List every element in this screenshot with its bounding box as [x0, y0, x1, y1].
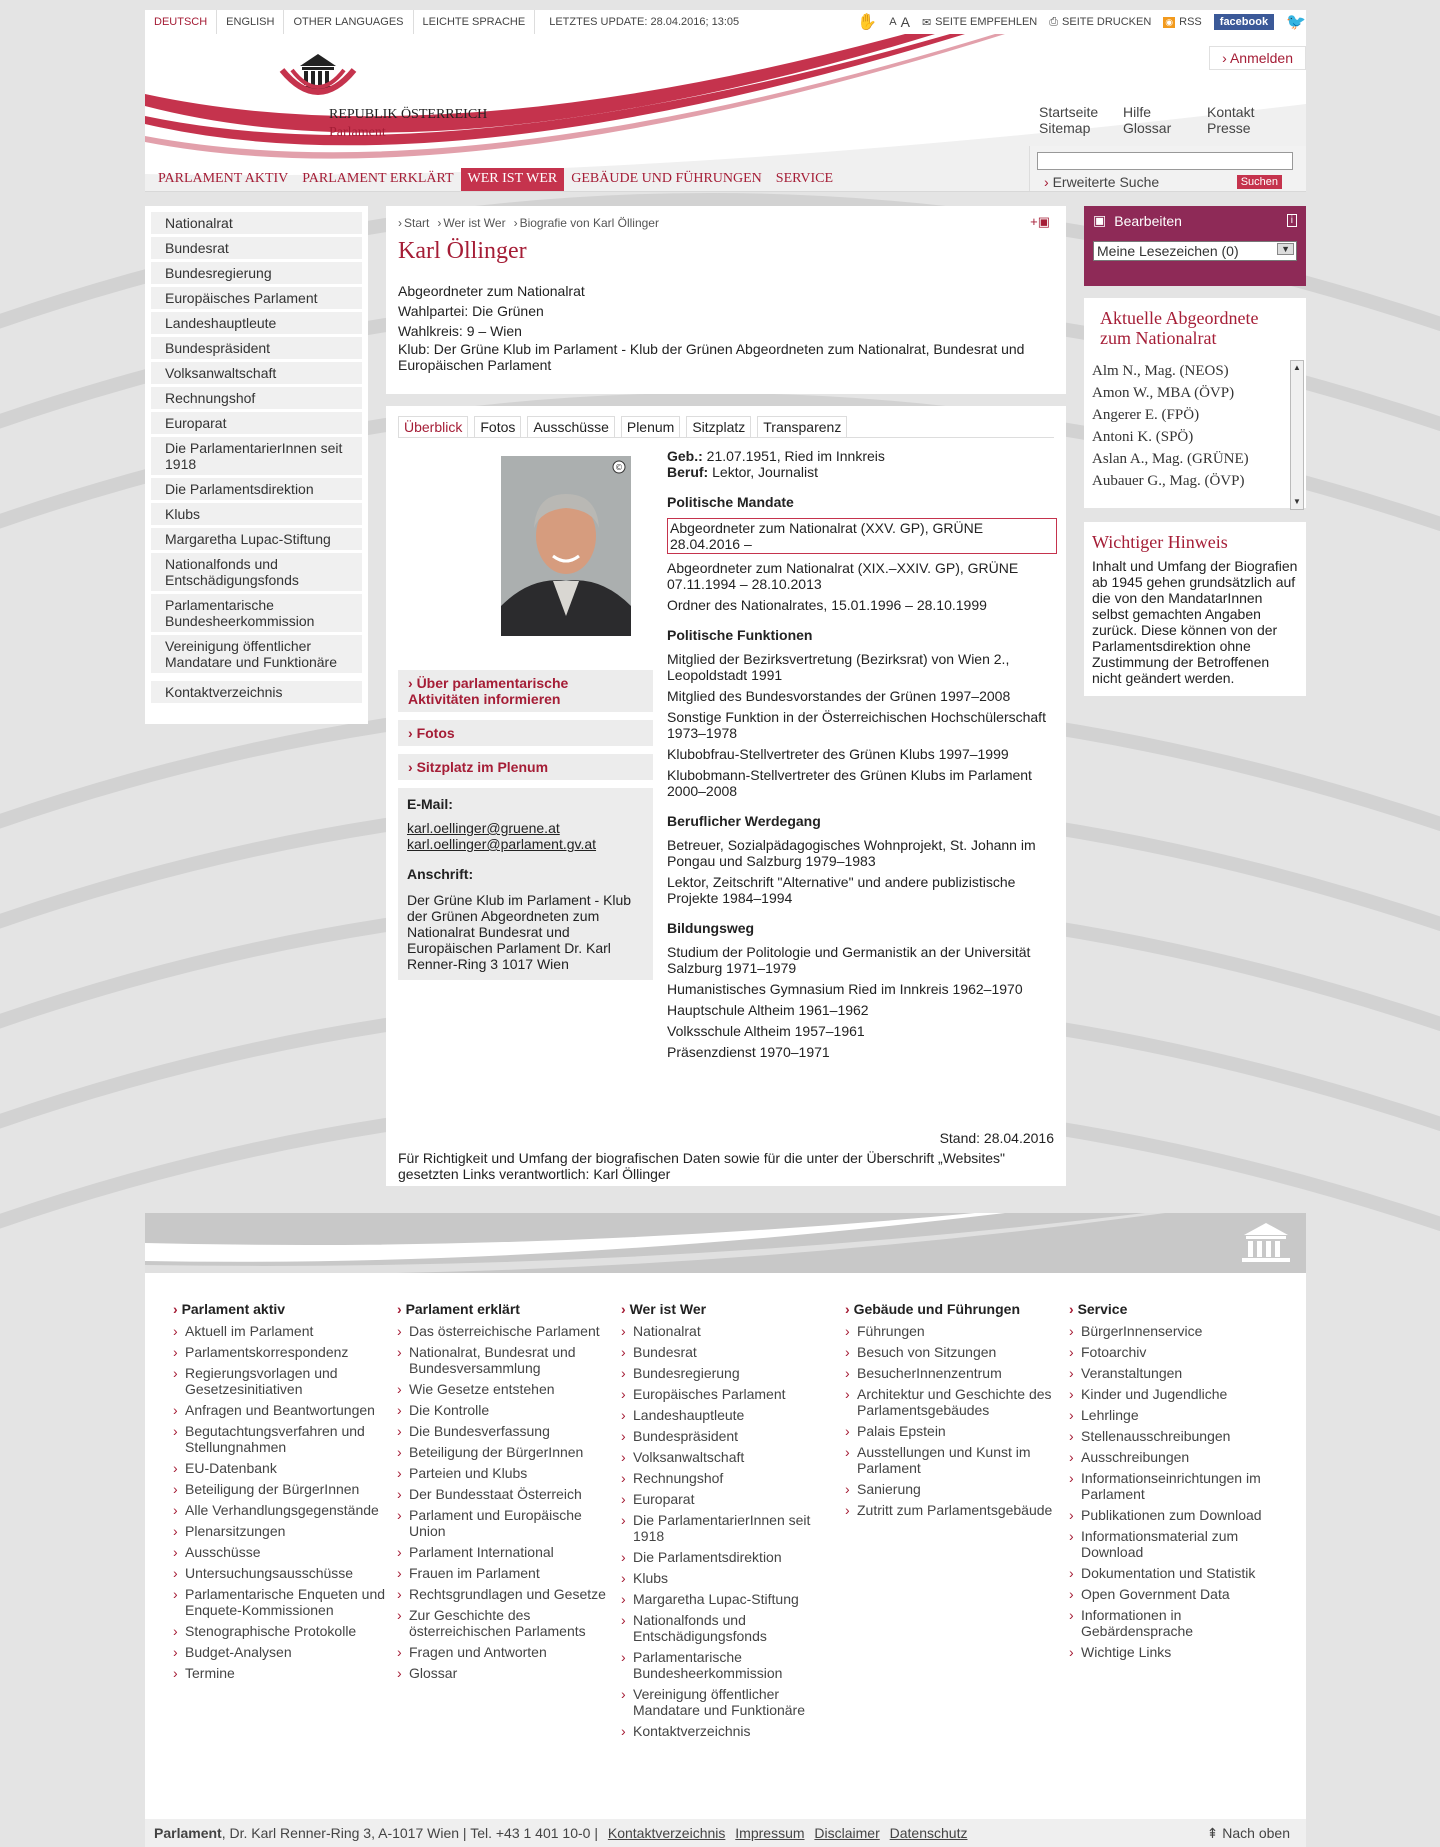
disclaimer-text: Für Richtigkeit und Umfang der biografischen Daten sowie für die unter der Überschrift „Websites" gesetzten Links verantwortlich: Karl Öllinger: [398, 1150, 1005, 1182]
footer-link[interactable]: › Europarat: [621, 1491, 845, 1507]
activities-link[interactable]: › Über parlamentarische Aktivitäten informieren: [398, 670, 653, 712]
link-sitemap[interactable]: Sitemap: [1039, 120, 1091, 136]
footer-link[interactable]: › Wichtige Links: [1069, 1644, 1293, 1660]
sidebar: [145, 206, 368, 724]
sidebar-item-europarat[interactable]: Europarat: [151, 412, 362, 434]
footer-link[interactable]: › Europäisches Parlament: [621, 1386, 845, 1402]
footer-link[interactable]: › Informationseinrichtungen im Parlament: [1069, 1470, 1293, 1502]
footer-link[interactable]: › Rechtsgrundlagen und Gesetze: [397, 1586, 621, 1602]
right-column: [1084, 206, 1306, 696]
chevron-down-icon: ▼: [1277, 243, 1294, 255]
portrait-photo: [501, 456, 631, 636]
deputy-item[interactable]: Aubauer G., Mag. (ÖVP): [1092, 473, 1245, 489]
service-links: [1039, 104, 1291, 136]
tab-sitzplatz[interactable]: Sitzplatz: [686, 416, 751, 437]
address-text: Der Grüne Klub im Parlament - Klub der Grünen Abgeordneten zum Nationalrat Bundesrat und Europäischen Parlament Dr. Karl Renner-Ring 3 1017 Wien: [407, 892, 632, 972]
footer-link-disclaimer[interactable]: Disclaimer: [814, 1825, 880, 1841]
nav-gebaeude-fuehrungen[interactable]: GEBÄUDE UND FÜHRUNGEN: [571, 171, 762, 186]
bookmarks-select[interactable]: Meine Lesezeichen (0) ▼: [1093, 241, 1297, 261]
sidebar-item-rechnungshof[interactable]: Rechnungshof: [151, 387, 362, 409]
sidebar-item-nationalrat[interactable]: Nationalrat: [151, 212, 362, 234]
search-button[interactable]: Suchen: [1237, 175, 1282, 189]
parliament-logo-icon: [278, 42, 358, 102]
tab-ausschuesse[interactable]: Ausschüsse: [527, 416, 614, 437]
footer-link[interactable]: › Die Kontrolle: [397, 1402, 621, 1418]
footer-link[interactable]: › Kinder und Jugendliche: [1069, 1386, 1293, 1402]
footer-col-parlament-erklaert: › Parlament erklärt › Das österreichische Parlament › Nationalrat, Bundesrat und Bundesversammlung › Wie Gesetze entstehen › Die Kontrolle › Die Bundesverfassung › Beteiligung der BürgerInnen › Parteien und Klubs › Der Bundesstaat Österreich › Parlament und Europäische Union › Parlament International › Frauen im Parlament › Rechtsgrundlagen und Gesetze › Zur Geschichte des österreichischen Parlaments › Fragen und Antworten › Glossar: [397, 1301, 621, 1744]
notice-panel: [1084, 522, 1306, 696]
footer-link[interactable]: › Zutritt zum Parlamentsgebäude: [845, 1502, 1069, 1518]
heading-werdegang: Beruflicher Werdegang: [667, 813, 821, 829]
arrow-up-icon: ⇞: [1206, 1825, 1223, 1841]
current-deputies-panel: [1084, 298, 1306, 508]
breadcrumb: [398, 216, 1054, 230]
footer-link[interactable]: › Begutachtungsverfahren und Stellungnahmen: [173, 1423, 397, 1455]
page-title: Karl Öllinger: [398, 238, 527, 264]
notice-title: Wichtiger Hinweis: [1092, 532, 1228, 552]
footer-link[interactable]: › BürgerInnenservice: [1069, 1323, 1293, 1339]
print-page-link[interactable]: ⎙ SEITE DRUCKEN: [1049, 15, 1152, 28]
footer-link[interactable]: › Nationalrat: [621, 1323, 845, 1339]
footer-link[interactable]: › Die ParlamentarierInnen seit 1918: [621, 1512, 845, 1544]
last-update: LETZTES UPDATE: 28.04.2016; 13:05: [549, 16, 740, 28]
footer-link[interactable]: › Zur Geschichte des österreichischen Parlaments: [397, 1607, 621, 1639]
deputies-list: [1092, 360, 1301, 506]
sidebar-item-europaeisches-parlament[interactable]: Europäisches Parlament: [151, 287, 362, 309]
footer-link[interactable]: › Palais Epstein: [845, 1423, 1069, 1439]
email-link-gruene[interactable]: karl.oellinger@gruene.at: [407, 820, 560, 836]
footer-link[interactable]: › Architektur und Geschichte des Parlamentsgebäudes: [845, 1386, 1069, 1418]
sign-language-icon[interactable]: ✋: [857, 14, 878, 31]
footer-link[interactable]: › BesucherInnenzentrum: [845, 1365, 1069, 1381]
profile-tabs: [398, 416, 1054, 438]
tab-ueberblick[interactable]: Überblick: [398, 416, 468, 437]
sidebar-item-lupac-stiftung[interactable]: Margaretha Lupac-Stiftung: [151, 528, 362, 550]
footer-link[interactable]: › Beteiligung der BürgerInnen: [397, 1444, 621, 1460]
footer-link[interactable]: › Veranstaltungen: [1069, 1365, 1293, 1381]
sidebar-item-vereinigung[interactable]: Vereinigung öffentlicher Mandatare und Funktionäre: [151, 635, 362, 673]
footer-link[interactable]: › Vereinigung öffentlicher Mandatare und Funktionäre: [621, 1686, 845, 1718]
seat-link[interactable]: › Sitzplatz im Plenum: [398, 754, 653, 780]
sidebar-item-parlamentarier-seit-1918[interactable]: Die ParlamentarierInnen seit 1918: [151, 437, 362, 475]
footer-col-wer-ist-wer: › Wer ist Wer › Nationalrat › Bundesrat › Bundesregierung › Europäisches Parlament › Landeshauptleute › Bundespräsident › Volksanwaltschaft › Rechnungshof › Europarat › Die ParlamentarierInnen seit 1918 › Die Parlamentsdirektion › Klubs › Margaretha Lupac-Stiftung › Nationalfonds und Entschädigungsfonds › Parlamentarische Bundesheerkommission › Vereinigung öffentlicher Mandatare und Funktionäre › Kontaktverzeichnis: [621, 1301, 845, 1744]
footer-link[interactable]: › Der Bundesstaat Österreich: [397, 1486, 621, 1502]
footer-link[interactable]: › Alle Verhandlungsgegenstände: [173, 1502, 397, 1518]
footer-parliament-icon: [1236, 1221, 1296, 1267]
heading-bildung: Bildungsweg: [667, 920, 755, 936]
sidebar-item-bundesheerkommission[interactable]: Parlamentarische Bundesheerkommission: [151, 594, 362, 632]
footer-link[interactable]: › Plenarsitzungen: [173, 1523, 397, 1539]
footer-bar: Parlament, Dr. Karl Renner-Ring 3, A-1017 Wien | Tel. +43 1 401 10-0 | Kontaktverzeichnis Impressum Disclaimer Datenschutz ⇞ Nach oben: [145, 1819, 1306, 1847]
footer-link[interactable]: › Aktuell im Parlament: [173, 1323, 397, 1339]
footer-link[interactable]: › Regierungsvorlagen und Gesetzesinitiativen: [173, 1365, 397, 1397]
search-input[interactable]: [1037, 152, 1293, 170]
footer-link[interactable]: › Fragen und Antworten: [397, 1644, 621, 1660]
footer-link[interactable]: › Dokumentation und Statistik: [1069, 1565, 1293, 1581]
link-hilfe[interactable]: Hilfe: [1123, 104, 1152, 120]
tab-fotos[interactable]: Fotos: [474, 416, 521, 437]
facebook-link[interactable]: facebook: [1214, 14, 1274, 30]
contact-box: E-Mail: karl.oellinger@gruene.at karl.oellinger@parlament.gv.at Anschrift: Der Grüne Klub im Parlament - Klub der Grünen Abgeordneten zum Nationalrat Bundesrat und Europäischen Parlament Dr. Karl Renner-Ring 3 1017 Wien: [398, 788, 653, 980]
bookmark-icon: ▣: [1093, 212, 1107, 228]
back-to-top-link[interactable]: ⇞ Nach oben: [1206, 1825, 1290, 1841]
deputy-item[interactable]: Alm N., Mag. (NEOS): [1092, 363, 1229, 379]
tab-plenum[interactable]: Plenum: [621, 416, 680, 437]
footer-link[interactable]: › Glossar: [397, 1665, 621, 1681]
sidebar-item-landeshauptleute[interactable]: Landeshauptleute: [151, 312, 362, 334]
footer-link[interactable]: › Ausstellungen und Kunst im Parlament: [845, 1444, 1069, 1476]
photos-link[interactable]: › Fotos: [398, 720, 653, 746]
main-nav: [151, 168, 840, 192]
printer-icon: ⎙: [1049, 15, 1059, 28]
breadcrumb-wer-ist-wer[interactable]: › Wer ist Wer: [437, 216, 505, 230]
scroll-down-icon[interactable]: ▼: [1293, 497, 1301, 506]
footer-link[interactable]: › EU-Datenbank: [173, 1460, 397, 1476]
email-link-parlament[interactable]: karl.oellinger@parlament.gv.at: [407, 836, 597, 852]
footer-link[interactable]: › Führungen: [845, 1323, 1069, 1339]
sidebar-item-kontaktverzeichnis[interactable]: Kontaktverzeichnis: [151, 681, 362, 703]
top-bar: [145, 10, 1306, 34]
footer-link[interactable]: › Parlamentarische Bundesheerkommission: [621, 1649, 845, 1681]
sidebar-item-nationalfonds[interactable]: Nationalfonds und Entschädigungsfonds: [151, 553, 362, 591]
info-icon[interactable]: i: [1287, 214, 1297, 227]
deputy-item[interactable]: Amon W., MBA (ÖVP): [1092, 385, 1235, 401]
footer-link[interactable]: › Frauen im Parlament: [397, 1565, 621, 1581]
sidebar-item-parlamentsdirektion[interactable]: Die Parlamentsdirektion: [151, 478, 362, 500]
footer-link[interactable]: › Parlament International: [397, 1544, 621, 1560]
search-box: [1029, 146, 1306, 192]
sidebar-item-klubs[interactable]: Klubs: [151, 503, 362, 525]
twitter-icon[interactable]: 🐦: [1286, 14, 1306, 31]
deputy-item[interactable]: Aslan A., Mag. (GRÜNE): [1092, 451, 1249, 467]
footer-link[interactable]: › Volksanwaltschaft: [621, 1449, 845, 1465]
profile-header: [386, 206, 1066, 394]
link-startseite[interactable]: Startseite: [1039, 104, 1099, 120]
footer-link[interactable]: › Das österreichische Parlament: [397, 1323, 621, 1339]
footer-link[interactable]: › Informationsmaterial zum Download: [1069, 1528, 1293, 1560]
deputy-item[interactable]: Angerer E. (FPÖ): [1092, 407, 1200, 423]
footer-link[interactable]: › Ausschreibungen: [1069, 1449, 1293, 1465]
font-size-small-button[interactable]: A: [889, 16, 897, 28]
font-size-large-button[interactable]: A: [900, 14, 910, 30]
left-column: [398, 456, 653, 980]
footer-link[interactable]: › Parlament und Europäische Union: [397, 1507, 621, 1539]
breadcrumb-current: › Biografie von Karl Öllinger: [514, 216, 659, 230]
nav-parlament-aktiv[interactable]: PARLAMENT AKTIV: [158, 171, 289, 186]
notice-text: Inhalt und Umfang der Biografien ab 1945 gehen grundsätzlich auf die von den MandatarInnen selbst gemachten Angaben zurück. Diese können von der Parlamentsdirektion ohne Zustimmung der Betroffenen nicht geändert werden.: [1092, 558, 1298, 686]
footer-link[interactable]: › Termine: [173, 1665, 397, 1681]
lang-english[interactable]: ENGLISH: [217, 10, 284, 34]
footer-link[interactable]: › Anfragen und Beantwortungen: [173, 1402, 397, 1418]
link-kontakt[interactable]: Kontakt: [1207, 104, 1255, 120]
nav-wer-ist-wer[interactable]: WER IST WER: [461, 168, 565, 192]
lang-leichte-sprache[interactable]: LEICHTE SPRACHE: [414, 10, 536, 34]
breadcrumb-start[interactable]: › Start: [398, 216, 429, 230]
intro-info: Abgeordneter zum Nationalrat Wahlpartei: Die Grünen Wahlkreis: 9 – Wien Klub: Der Grüne Klub im Parlament - Klub der Grünen Abgeordneten zum Nationalrat, Bundesrat und Europäischen Parlament: [398, 283, 1025, 373]
heading-funktionen: Politische Funktionen: [667, 627, 813, 643]
sidebar-item-bundesrat[interactable]: Bundesrat: [151, 237, 362, 259]
deputies-scrollbar[interactable]: [1290, 360, 1304, 510]
footer-link[interactable]: › Sanierung: [845, 1481, 1069, 1497]
rss-icon: ◉: [1165, 16, 1174, 27]
footer-link[interactable]: › Die Parlamentsdirektion: [621, 1549, 845, 1565]
tab-transparenz[interactable]: Transparenz: [757, 416, 847, 437]
footer-link[interactable]: › Stenographische Protokolle: [173, 1623, 397, 1639]
footer-link[interactable]: › Landeshauptleute: [621, 1407, 845, 1423]
footer-link[interactable]: › Untersuchungsausschüsse: [173, 1565, 397, 1581]
footer-col-gebaeude: › Gebäude und Führungen › Führungen › Besuch von Sitzungen › BesucherInnenzentrum › Architektur und Geschichte des Parlamentsgebäudes › Palais Epstein › Ausstellungen und Kunst im Parlament › Sanierung › Zutritt zum Parlamentsgebäude: [845, 1301, 1069, 1744]
svg-text:©: ©: [615, 463, 623, 472]
lang-deutsch[interactable]: DEUTSCH: [145, 10, 217, 34]
rss-link[interactable]: ◉ RSS: [1165, 16, 1202, 28]
bio-column: Geb.: 21.07.1951, Ried im Innkreis Beruf: Lektor, Journalist Politische Mandate Abgeordneter zum Nationalrat (XXV. GP), GRÜNE 28.04.2016 – Abgeordneter zum Nationalrat (XIX.–XXIV. GP), GRÜNE 07.11.1994 – 28.10.2013 Ordner des Nationalrates, 15.01.1996 – 28.10.1999 Politische Funktionen Mitglied der Bezirksvertretung (Bezirksrat) von Wien 2., Leopoldstadt 1991 Mitglied des Bundesvorstandes der Grünen 1997–2008 Sonstige Funktion in der Österreichischen Hochschülerschaft 1973–1978 Klubobfrau-Stellvertreter des Grünen Klubs 1997–1999 Klubobmann-Stellvertreter des Grünen Klubs im Parlament 2000–2008 Beruflicher Werdegang Betreuer, Sozialpädagogisches Wohnprojekt, St. Johann im Pongau und Salzburg 1979–1983 Lektor, Zeitschrift "Alternative" und andere publizistische Projekte 1984–1994 Bildungsweg Studium der Politologie und Germanistik an der Universität Salzburg 1971–1979 Humanistisches Gymnasium Ried im Innkreis 1962–1970 Hauptschule Altheim 1961–1962 Volksschule Altheim 1957–1961 Präsenzdienst 1970–1971: [667, 448, 1057, 1065]
heading-mandate: Politische Mandate: [667, 494, 794, 510]
footer: [145, 1213, 1306, 1847]
footer-link[interactable]: › Nationalfonds und Entschädigungsfonds: [621, 1612, 845, 1644]
footer-link[interactable]: › Parteien und Klubs: [397, 1465, 621, 1481]
footer-link[interactable]: › Parlamentskorrespondenz: [173, 1344, 397, 1360]
footer-link[interactable]: › Rechnungshof: [621, 1470, 845, 1486]
footer-col-parlament-aktiv: › Parlament aktiv › Aktuell im Parlament › Parlamentskorrespondenz › Regierungsvorlagen und Gesetzesinitiativen › Anfragen und Beantwortungen › Begutachtungsverfahren und Stellungnahmen › EU-Datenbank › Beteiligung der BürgerInnen › Alle Verhandlungsgegenstände › Plenarsitzungen › Ausschüsse › Untersuchungsausschüsse › Parlamentarische Enqueten und Enquete-Kommissionen › Stenographische Protokolle › Budget-Analysen › Termine: [173, 1301, 397, 1744]
mail-icon: ✉: [921, 16, 932, 29]
link-presse[interactable]: Presse: [1207, 120, 1251, 136]
deputy-item[interactable]: Antoni K. (SPÖ): [1092, 429, 1194, 445]
link-glossar[interactable]: Glossar: [1123, 120, 1172, 136]
bearbeiten-panel: ▣ Bearbeiten i Meine Lesezeichen (0) ▼: [1084, 206, 1306, 286]
footer-link[interactable]: › Bundesregierung: [621, 1365, 845, 1381]
footer-link[interactable]: › Beteiligung der BürgerInnen: [173, 1481, 397, 1497]
login-button[interactable]: › Anmelden: [1209, 46, 1306, 70]
stand-date: Stand: 28.04.2016: [939, 1130, 1054, 1146]
footer-link[interactable]: › Informationen in Gebärdensprache: [1069, 1607, 1293, 1639]
current-deputies-title: Aktuelle Abgeordnete zum Nationalrat: [1100, 308, 1259, 348]
header: [145, 34, 1306, 192]
footer-link[interactable]: › Lehrlinge: [1069, 1407, 1293, 1423]
footer-link[interactable]: › Budget-Analysen: [173, 1644, 397, 1660]
footer-link[interactable]: › Stellenausschreibungen: [1069, 1428, 1293, 1444]
footer-link[interactable]: › Open Government Data: [1069, 1586, 1293, 1602]
footer-link[interactable]: › Besuch von Sitzungen: [845, 1344, 1069, 1360]
footer-link[interactable]: › Klubs: [621, 1570, 845, 1586]
profile-content: [386, 406, 1066, 1186]
footer-link[interactable]: › Bundespräsident: [621, 1428, 845, 1444]
bookmark-add-icon[interactable]: +▣: [1030, 214, 1050, 229]
advanced-search-link[interactable]: › Erweiterte Suche: [1044, 174, 1160, 190]
sidebar-item-bundespraesident[interactable]: Bundespräsident: [151, 337, 362, 359]
lang-other[interactable]: OTHER LANGUAGES: [284, 10, 413, 34]
footer-link[interactable]: › Fotoarchiv: [1069, 1344, 1293, 1360]
sidebar-item-volksanwaltschaft[interactable]: Volksanwaltschaft: [151, 362, 362, 384]
footer-link[interactable]: › Parlamentarische Enqueten und Enquete-Kommissionen: [173, 1586, 397, 1618]
footer-link[interactable]: › Publikationen zum Download: [1069, 1507, 1293, 1523]
footer-col-service: › Service › BürgerInnenservice › Fotoarchiv › Veranstaltungen › Kinder und Jugendliche › Lehrlinge › Stellenausschreibungen › Ausschreibungen › Informationseinrichtungen im Parlament › Publikationen zum Download › Informationsmaterial zum Download › Dokumentation und Statistik › Open Government Data › Informationen in Gebärdensprache › Wichtige Links: [1069, 1301, 1293, 1744]
footer-link[interactable]: › Wie Gesetze entstehen: [397, 1381, 621, 1397]
footer-link-kontaktverzeichnis[interactable]: Kontaktverzeichnis: [607, 1825, 726, 1841]
footer-columns: [173, 1301, 1293, 1744]
footer-link[interactable]: › Kontaktverzeichnis: [621, 1723, 845, 1739]
current-mandate: Abgeordneter zum Nationalrat (XXV. GP), GRÜNE 28.04.2016 –: [667, 518, 1057, 554]
nav-service[interactable]: SERVICE: [775, 171, 834, 186]
sidebar-item-bundesregierung[interactable]: Bundesregierung: [151, 262, 362, 284]
footer-link-impressum[interactable]: Impressum: [735, 1825, 805, 1841]
footer-link[interactable]: › Nationalrat, Bundesrat und Bundesversammlung: [397, 1344, 621, 1376]
logo-text[interactable]: REPUBLIK ÖSTERREICH Parlament: [329, 107, 488, 140]
footer-link[interactable]: › Margaretha Lupac-Stiftung: [621, 1591, 845, 1607]
nav-parlament-erklaert[interactable]: PARLAMENT ERKLÄRT: [302, 171, 454, 186]
footer-link[interactable]: › Ausschüsse: [173, 1544, 397, 1560]
footer-link[interactable]: › Bundesrat: [621, 1344, 845, 1360]
footer-swoosh-graphic: [145, 1213, 1306, 1273]
scroll-up-icon[interactable]: ▲: [1293, 363, 1301, 372]
footer-link-datenschutz[interactable]: Datenschutz: [889, 1825, 968, 1841]
recommend-page-link[interactable]: ✉ SEITE EMPFEHLEN: [921, 16, 1038, 29]
footer-link[interactable]: › Die Bundesverfassung: [397, 1423, 621, 1439]
